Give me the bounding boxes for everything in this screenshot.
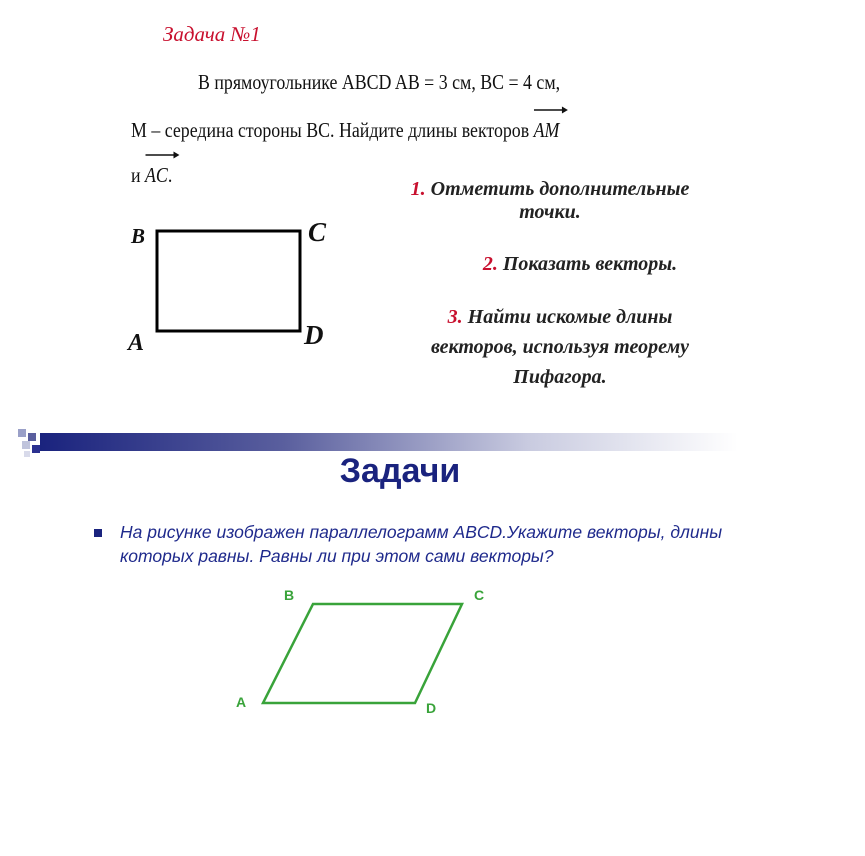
para-label-c: C — [474, 587, 485, 603]
problem-line-2-text: M – середина стороны BC. Найдите длины векторов — [131, 118, 534, 142]
step-2-text-a: Показать векторы. — [502, 253, 678, 275]
rectangle-abcd — [150, 225, 310, 337]
vector-arrow-icon — [145, 151, 179, 159]
problem-line-2 — [131, 118, 559, 143]
step-1-text-b: точки. — [519, 201, 581, 223]
vector-ac — [145, 163, 168, 188]
problem-line-3-text: и — [131, 163, 146, 187]
task1-title: Задача №1 — [163, 22, 261, 46]
problem-line-1: В прямоугольнике ABCD AB = 3 см, BC = 4 см, — [198, 70, 561, 94]
rect-label-c: C — [308, 217, 327, 247]
rect-label-d: D — [304, 320, 324, 350]
vector-am-label: AM — [533, 118, 560, 142]
step-3-number: 3. — [447, 306, 463, 328]
parallelogram-abcd — [255, 597, 470, 709]
step-1-number: 1. — [410, 178, 426, 200]
task2-heading: Задачи — [339, 452, 461, 490]
step-2 — [400, 253, 760, 276]
vector-arrow-icon — [534, 106, 568, 114]
rect-label-a: A — [128, 330, 145, 356]
problem-line-3-end: . — [167, 163, 173, 187]
step-1 — [340, 178, 760, 224]
vector-am — [534, 118, 560, 143]
step-3-text-a: Найти искомые длины — [467, 306, 673, 328]
step-3-text-c: Пифагора. — [513, 366, 607, 388]
task2-text: На рисунке изображен параллелограмм ABCD.Укажите векторы, длины которых равны. Равны ли при этом сами векторы? — [120, 522, 723, 566]
vector-ac-label: AC — [145, 163, 168, 187]
problem-line-3 — [131, 163, 172, 188]
rect-label-b: B — [131, 224, 146, 248]
step-2-number: 2. — [482, 253, 498, 275]
step-3-text-b: векторов, используя теорему — [430, 336, 690, 358]
step-1-text-a: Отметить дополнительные — [430, 178, 690, 200]
para-label-d: D — [426, 700, 437, 716]
para-label-b: B — [284, 587, 295, 603]
bullet-icon — [94, 529, 102, 537]
para-label-a: A — [236, 694, 247, 710]
step-3 — [360, 302, 760, 392]
